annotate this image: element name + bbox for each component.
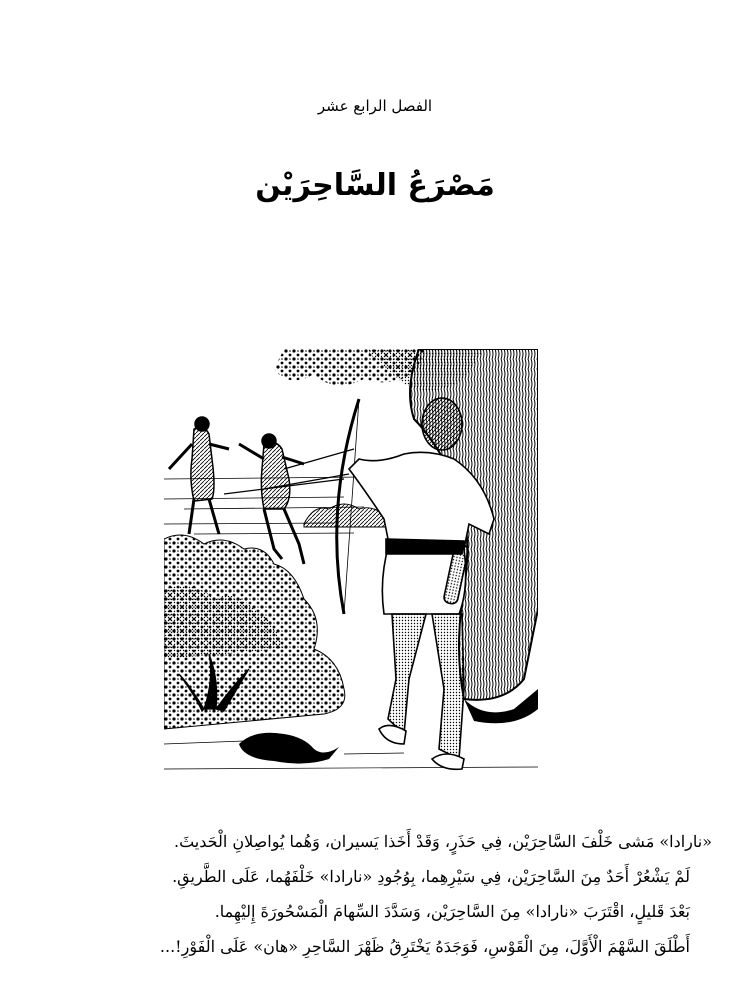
paragraph: لَمْ يَشْعُرْ أَحَدٌ مِنَ السَّاحِرَيْن، فِي سَيْرِهِما، بِوُجُودِ «نارادا» خَلْفَهُما، عَلَى الطَّريقِ.: [172, 867, 690, 886]
archer-shooting-sorcerers-illustration: [164, 349, 538, 774]
chapter-number: الفصل الرابع عشر: [317, 97, 433, 115]
paragraph: بَعْدَ قَليلٍ، اقْتَرَبَ «نارادا» مِنَ السَّاحِرَيْن، وَسَدَّدَ السِّهامَ الْمَسْحُورَةَ إِليْهِما.: [214, 902, 690, 921]
story-text: [40, 824, 712, 964]
paragraph: «نارادا» مَشى خَلْفَ السَّاحِرَيْن، فِي حَذَرٍ، وَقَدْ أَخَذا يَسيران، وَهُما يُواصِلانِ الْحَديثَ.: [174, 832, 712, 851]
chapter-title: مَصْرَعُ السَّاحِرَيْن: [255, 168, 495, 203]
paragraph: أَطْلَقَ السَّهْمَ الْأَوَّلَ، مِنَ الْقَوْسِ، فَوَجَدَهُ يَخْتَرِقُ ظَهْرَ السَّاحِرِ «هان» عَلَى الْفَوْرِ!...: [159, 937, 690, 956]
